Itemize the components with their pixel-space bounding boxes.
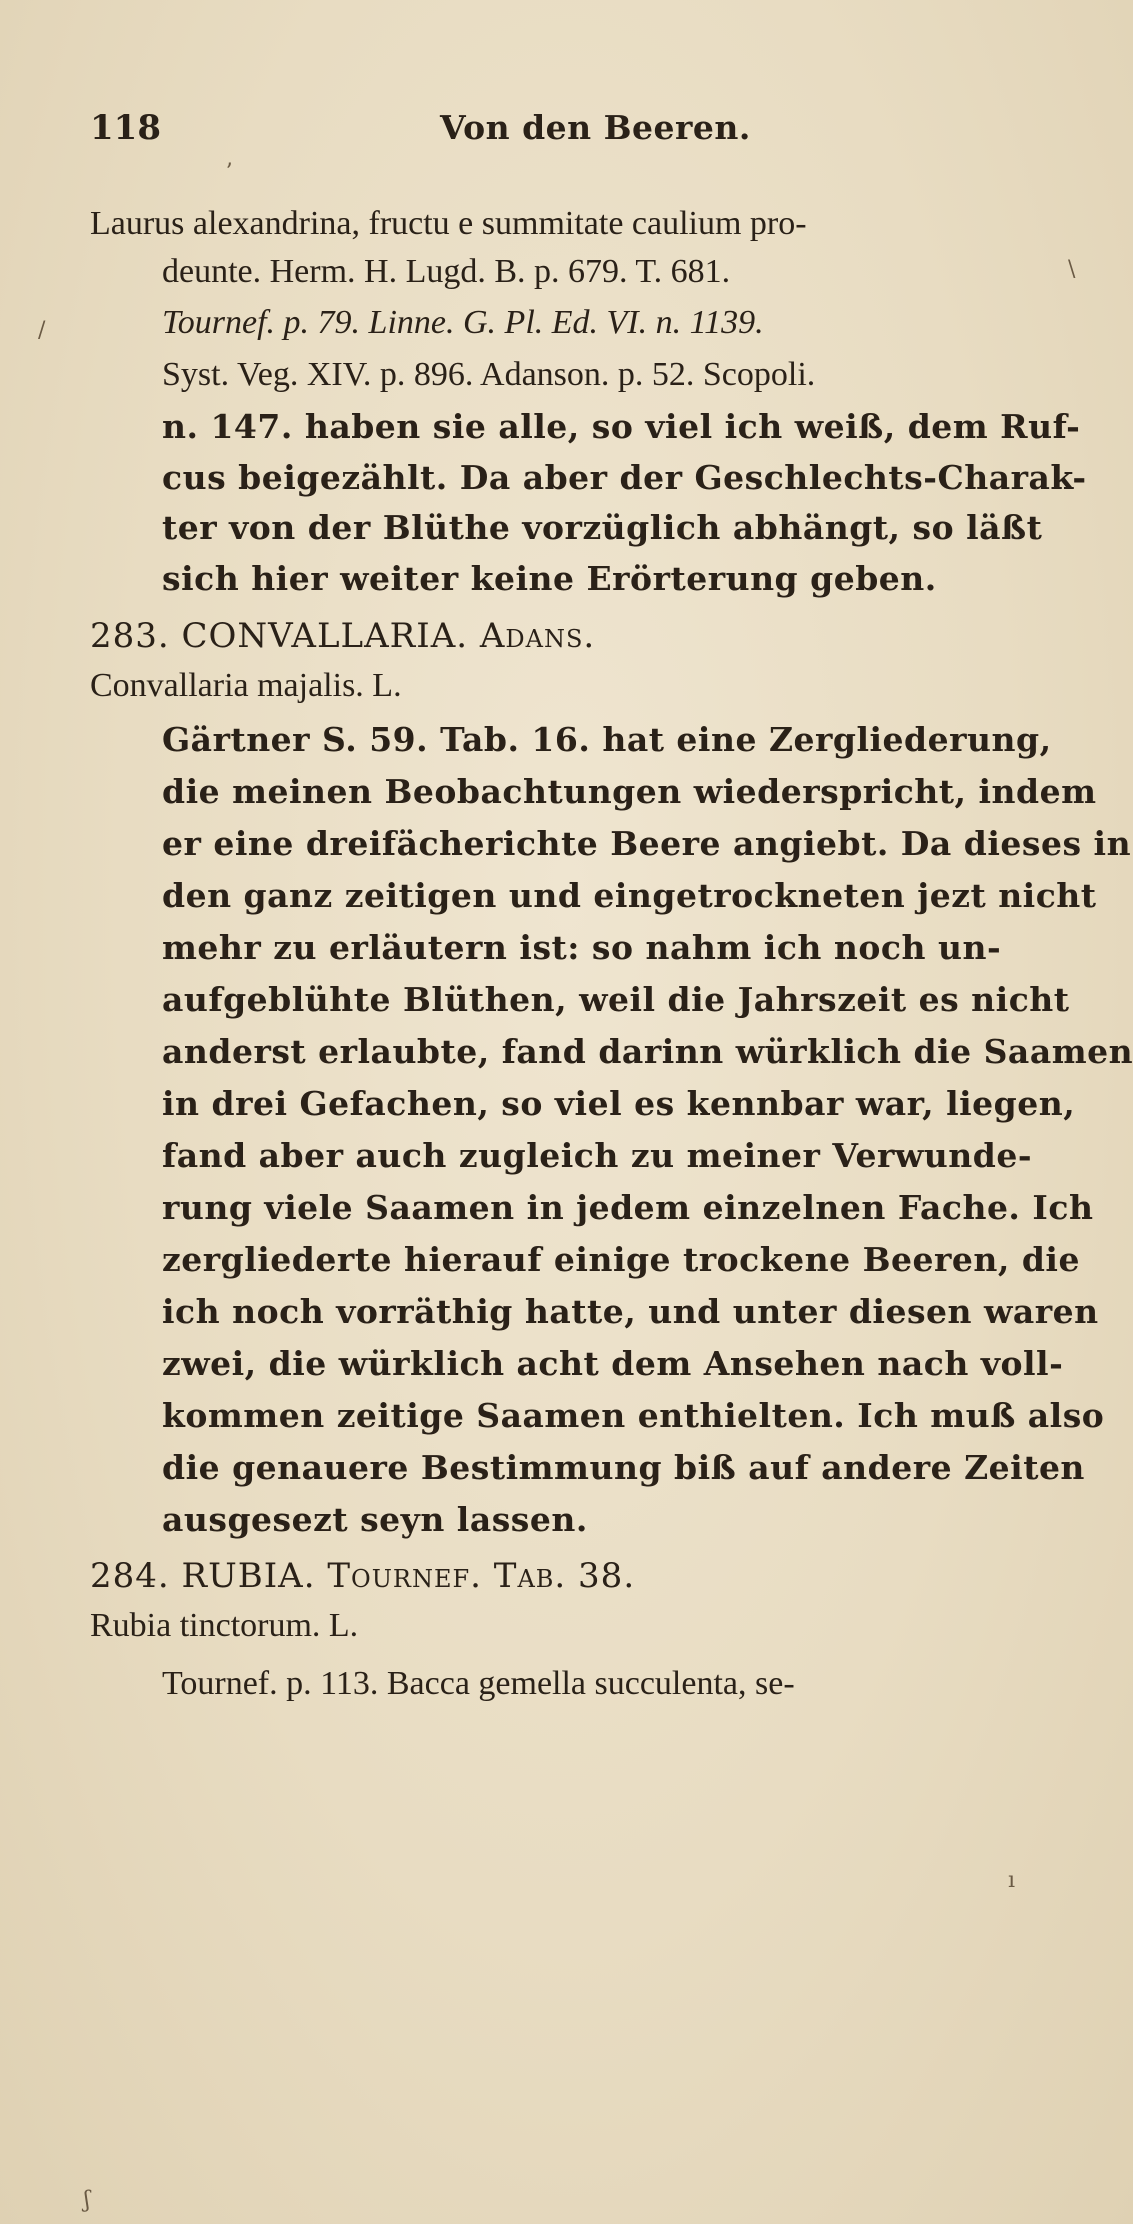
page-number: 118	[90, 108, 161, 148]
page-header	[90, 108, 1050, 158]
text-line: ausgesezt seyn lassen.	[162, 1500, 588, 1539]
text-line: Laurus alexandrina, fructu e summitate caulium pro-	[90, 205, 807, 242]
ink-speck: ı	[1008, 1868, 1016, 1893]
text-line: deunte. Herm. H. Lugd. B. p. 679. T. 681.	[162, 253, 731, 290]
text-line: zwei, die würklich acht dem Ansehen nach voll-	[162, 1344, 1064, 1383]
text-line: er eine dreifächerichte Beere angiebt. Da dieses in	[162, 824, 1132, 863]
text-line: sich hier weiter keine Erörterung geben.	[162, 559, 937, 598]
text-line: die genauere Bestimmung biß auf andere Zeiten	[162, 1448, 1085, 1487]
text-line: Convallaria majalis. L.	[90, 667, 402, 704]
ink-speck: \	[1068, 257, 1076, 282]
text-line: Tournef. p. 113. Bacca gemella succulenta, se-	[162, 1665, 795, 1702]
text-line: ter von der Blüthe vorzüglich abhängt, so läßt	[162, 508, 1043, 547]
text-line: den ganz zeitigen und eingetrockneten jezt nicht	[162, 876, 1097, 915]
text-line: Gärtner S. 59. Tab. 16. hat eine Zergliederung,	[162, 720, 1052, 759]
text-line: in drei Gefachen, so viel es kennbar war, liegen,	[162, 1084, 1076, 1123]
text-line: n. 147. haben sie alle, so viel ich weiß, dem Ruf-	[162, 407, 1081, 446]
text-line: aufgeblühte Blüthen, weil die Jahrszeit es nicht	[162, 980, 1070, 1019]
running-title: Von den Beeren.	[440, 108, 751, 147]
ink-speck: /	[38, 318, 46, 343]
ink-speck: ʼ	[225, 160, 232, 185]
section-heading: 284. RUBIA. Tournef. Tab. 38.	[90, 1556, 636, 1596]
text-line: kommen zeitige Saamen enthielten. Ich muß also	[162, 1396, 1105, 1435]
text-line: Rubia tinctorum. L.	[90, 1607, 359, 1644]
text-line: die meinen Beobachtungen wiederspricht, indem	[162, 772, 1097, 811]
text-line: rung viele Saamen in jedem einzelnen Fache. Ich	[162, 1188, 1094, 1227]
section-heading: 283. CONVALLARIA. Adans.	[90, 616, 596, 656]
text-line: mehr zu erläutern ist: so nahm ich noch un-	[162, 928, 1002, 967]
ink-speck: ʃ	[84, 2188, 90, 2213]
text-line: anderst erlaubte, fand darinn würklich die Saamen	[162, 1032, 1133, 1071]
text-line: Tournef. p. 79. Linne. G. Pl. Ed. VI. n. 1139.	[162, 304, 764, 341]
text-line: fand aber auch zugleich zu meiner Verwunde-	[162, 1136, 1033, 1175]
text-line: ich noch vorräthig hatte, und unter diesen waren	[162, 1292, 1099, 1331]
text-line: zergliederte hierauf einige trockene Beeren, die	[162, 1240, 1080, 1279]
text-line: cus beigezählt. Da aber der Geschlechts-Charak-	[162, 458, 1087, 497]
text-line: Syst. Veg. XIV. p. 896. Adanson. p. 52. Scopoli.	[162, 356, 816, 393]
